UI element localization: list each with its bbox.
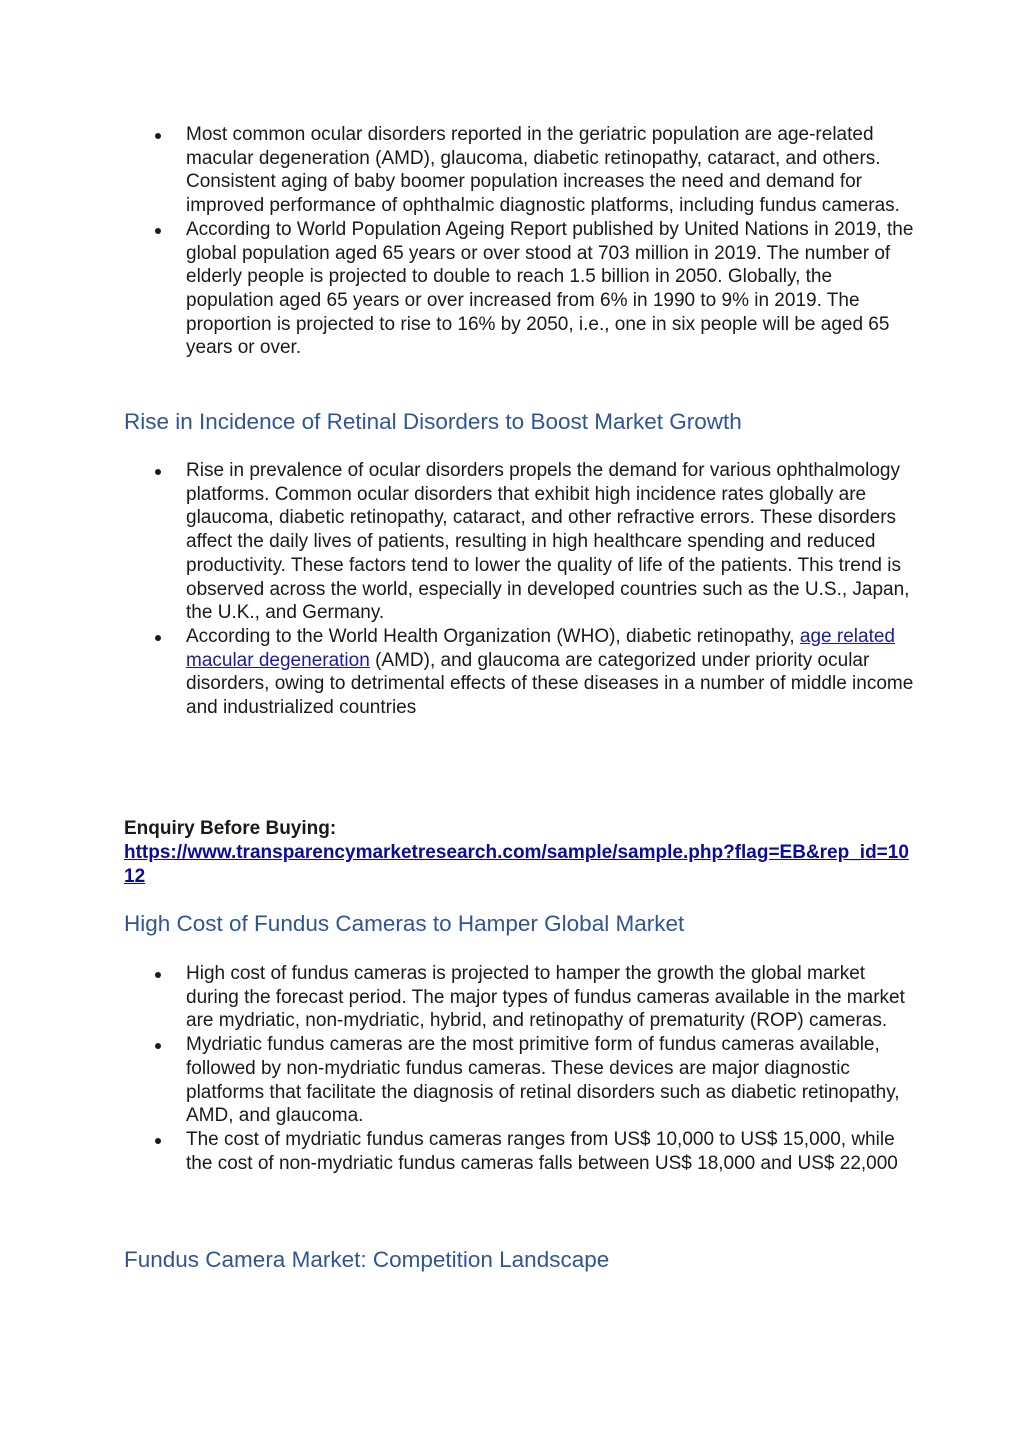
list-item [124,962,914,1033]
bullet-icon [155,972,161,978]
bullet-icon [155,133,161,139]
list-item [124,218,914,360]
bullet-icon [155,469,161,475]
cost-bullet-list [124,962,914,1175]
bullet-text-after-link: (AMD), and glaucoma are categorized under priority ocular disorders, owing to detrimental effects of these diseases in a number of middle income and industrialized countries [186,649,914,719]
bullet-text: Rise in prevalence of ocular disorders propels the demand for various ophthalmology platforms. Common ocular disorders that exhibit high incidence rates globally are glaucoma, diabetic retinopathy, cataract, and other refractive errors. These disorders affect the daily lives of patients, resulting in high healthcare spending and reduced productivity. These factors tend to lower the quality of life of the patients. This trend is observed across the world, especially in developed countries such as the U.S., Japan, the U.K., and Germany. [186,460,910,624]
bullet-icon [155,635,161,641]
bullet-icon [155,1138,161,1144]
list-item [124,1128,914,1175]
list-item [124,625,914,720]
bullet-text: The cost of mydriatic fundus cameras ranges from US$ 10,000 to US$ 15,000, while the cost of non-mydriatic fundus cameras falls between US$ 18,000 and US$ 22,000 [186,1128,898,1174]
list-item [124,1033,914,1128]
bullet-text: Mydriatic fundus cameras are the most primitive form of fundus cameras available, followed by non-mydriatic fundus cameras. These devices are major diagnostic platforms that facilitate the diagnosis of retinal disorders such as diabetic retinopathy, AMD, and glaucoma. [186,1034,900,1127]
list-item [124,123,914,218]
bullet-text: Most common ocular disorders reported in the geriatric population are age-related macular degeneration (AMD), glaucoma, diabetic retinopathy, cataract, and others. Consistent aging of baby boomer population increases the need and demand for improved performance of ophthalmic diagnostic platforms, including fundus cameras. [186,124,900,217]
enquiry-link[interactable]: https://www.transparencymarketresearch.com/sample/sample.php?flag=EB&rep_id=1012 [124,842,909,887]
amd-link[interactable]: age related macular degeneration [186,625,895,671]
list-item [124,459,914,625]
enquiry-label: Enquiry Before Buying: [124,818,337,839]
section-heading-retinal-disorders: Rise in Incidence of Retinal Disorders to Boost Market Growth [124,409,742,434]
section-heading-competition: Fundus Camera Market: Competition Landscape [124,1247,610,1272]
bullet-text-before-link: According to the World Health Organization (WHO), diabetic retinopathy, [186,625,800,647]
enquiry-block [124,817,914,889]
retinal-bullet-list [124,459,914,720]
bullet-icon [155,228,161,234]
geriatric-bullet-list [124,123,914,360]
section-heading-high-cost: High Cost of Fundus Cameras to Hamper Global Market [124,911,685,936]
bullet-text: According to World Population Ageing Report published by United Nations in 2019, the global population aged 65 years or over stood at 703 million in 2019. The number of elderly people is projected to double to reach 1.5 billion in 2050. Globally, the population aged 65 years or over increased from 6% in 1990 to 9% in 2019. The proportion is projected to rise to 16% by 2050, i.e., one in six people will be aged 65 years or over. [186,218,914,359]
bullet-icon [155,1043,161,1049]
bullet-text: High cost of fundus cameras is projected to hamper the growth the global market during the forecast period. The major types of fundus cameras available in the market are mydriatic, non-mydriatic, hybrid, and retinopathy of prematurity (ROP) cameras. [186,963,905,1032]
